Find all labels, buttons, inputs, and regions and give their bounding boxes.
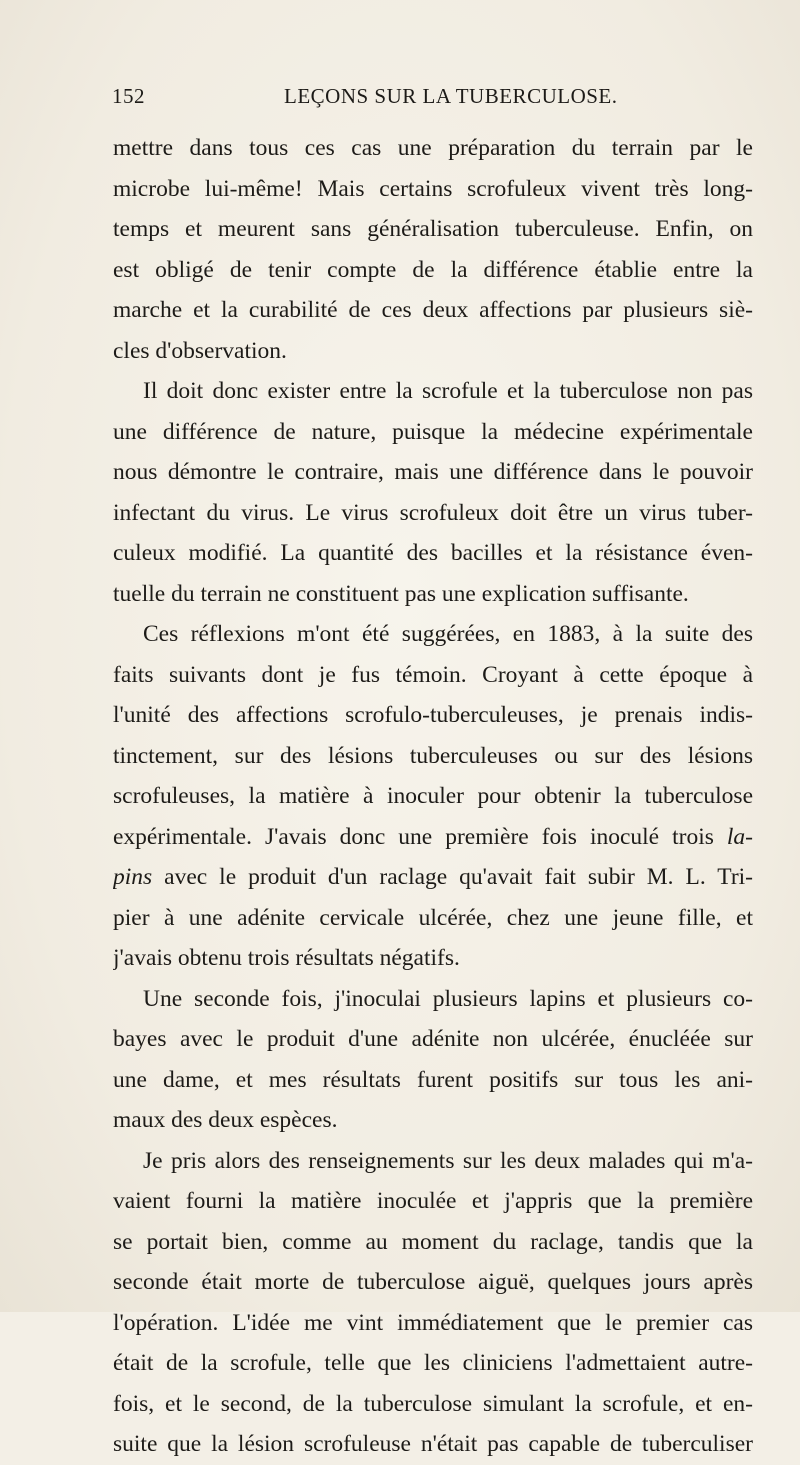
- italic-word: la-: [726, 823, 753, 850]
- text-line: scrofuleuses, la matière à inoculer pour obtenir la tuberculose: [113, 783, 753, 809]
- text-line: seconde était morte de tuberculose aiguë, quelques jours après: [113, 1269, 753, 1295]
- line-text: expérimentale. J'avais donc une première fois inoculé trois: [113, 823, 714, 850]
- text-line-with-italic: [113, 857, 753, 898]
- text-line: suite que la lésion scrofuleuse n'était pas capable de tuberculiser: [113, 1431, 753, 1457]
- text-line: pier à une adénite cervicale ulcérée, chez une jeune fille, et: [113, 904, 753, 931]
- text-line: tuelle du terrain ne constituent pas une explication suffisante.: [113, 580, 689, 607]
- italic-word: pins: [113, 864, 153, 890]
- text-line: maux des deux espèces.: [113, 1107, 338, 1133]
- text-line: tinctement, sur des lésions tuberculeuses ou sur des lésions: [113, 742, 753, 769]
- paragraph-start-line: Il doit donc exister entre la scrofule et la tuberculose non pas: [143, 378, 753, 404]
- text-line: vaient fourni la matière inoculée et j'appris que la première: [113, 1188, 753, 1214]
- text-line: nous démontre le contraire, mais une différence dans le pouvoir: [113, 459, 753, 485]
- paragraph-start-line: Je pris alors des renseignements sur les deux malades qui m'a-: [143, 1147, 753, 1174]
- text-line: l'opération. L'idée me vint immédiatement que le premier cas: [113, 1309, 753, 1336]
- text-line: l'unité des affections scrofulo-tuberculeuses, je prenais indis-: [113, 702, 753, 728]
- text-line: microbe lui-même! Mais certains scrofuleux vivent très long-: [113, 175, 753, 202]
- page-number: 152: [112, 84, 145, 108]
- text-line: mettre dans tous ces cas une préparation du terrain par le: [113, 135, 753, 161]
- line-text: avec le produit d'un raclage qu'avait fait subir M. L. Tri-: [164, 864, 753, 890]
- text-line: fois, et le second, de la tuberculose simulant la scrofule, et en-: [113, 1390, 753, 1417]
- text-line: se portait bien, comme au moment du raclage, tandis que la: [113, 1228, 753, 1255]
- running-head: [112, 84, 752, 114]
- text-line: cles d'observation.: [113, 337, 287, 364]
- text-line: infectant du virus. Le virus scrofuleux doit être un virus tuber-: [113, 499, 753, 526]
- text-line: faits suivants dont je fus témoin. Croyant à cette époque à: [113, 661, 753, 688]
- text-line: marche et la curabilité de ces deux affections par plusieurs siè-: [113, 297, 753, 323]
- text-line: une différence de nature, puisque la médecine expérimentale: [113, 418, 753, 445]
- text-line: est obligé de tenir compte de la différence établie entre la: [113, 256, 753, 283]
- paragraph-start-line: Une seconde fois, j'inoculai plusieurs lapins et plusieurs co-: [143, 985, 753, 1012]
- text-line-with-italic: [113, 817, 753, 858]
- text-line: était de la scrofule, telle que les cliniciens l'admettaient autre-: [113, 1350, 753, 1376]
- body-text: [113, 128, 753, 1465]
- text-line: une dame, et mes résultats furent positifs sur tous les ani-: [113, 1066, 753, 1093]
- text-line: j'avais obtenu trois résultats négatifs.: [113, 945, 460, 971]
- text-line: culeux modifié. La quantité des bacilles et la résistance éven-: [113, 540, 753, 566]
- running-title: LEÇONS SUR LA TUBERCULOSE.: [284, 84, 618, 108]
- text-line: bayes avec le produit d'une adénite non ulcérée, énucléée sur: [113, 1026, 753, 1052]
- text-line: temps et meurent sans généralisation tuberculeuse. Enfin, on: [113, 216, 753, 242]
- paragraph-start-line: Ces réflexions m'ont été suggérées, en 1883, à la suite des: [143, 621, 753, 647]
